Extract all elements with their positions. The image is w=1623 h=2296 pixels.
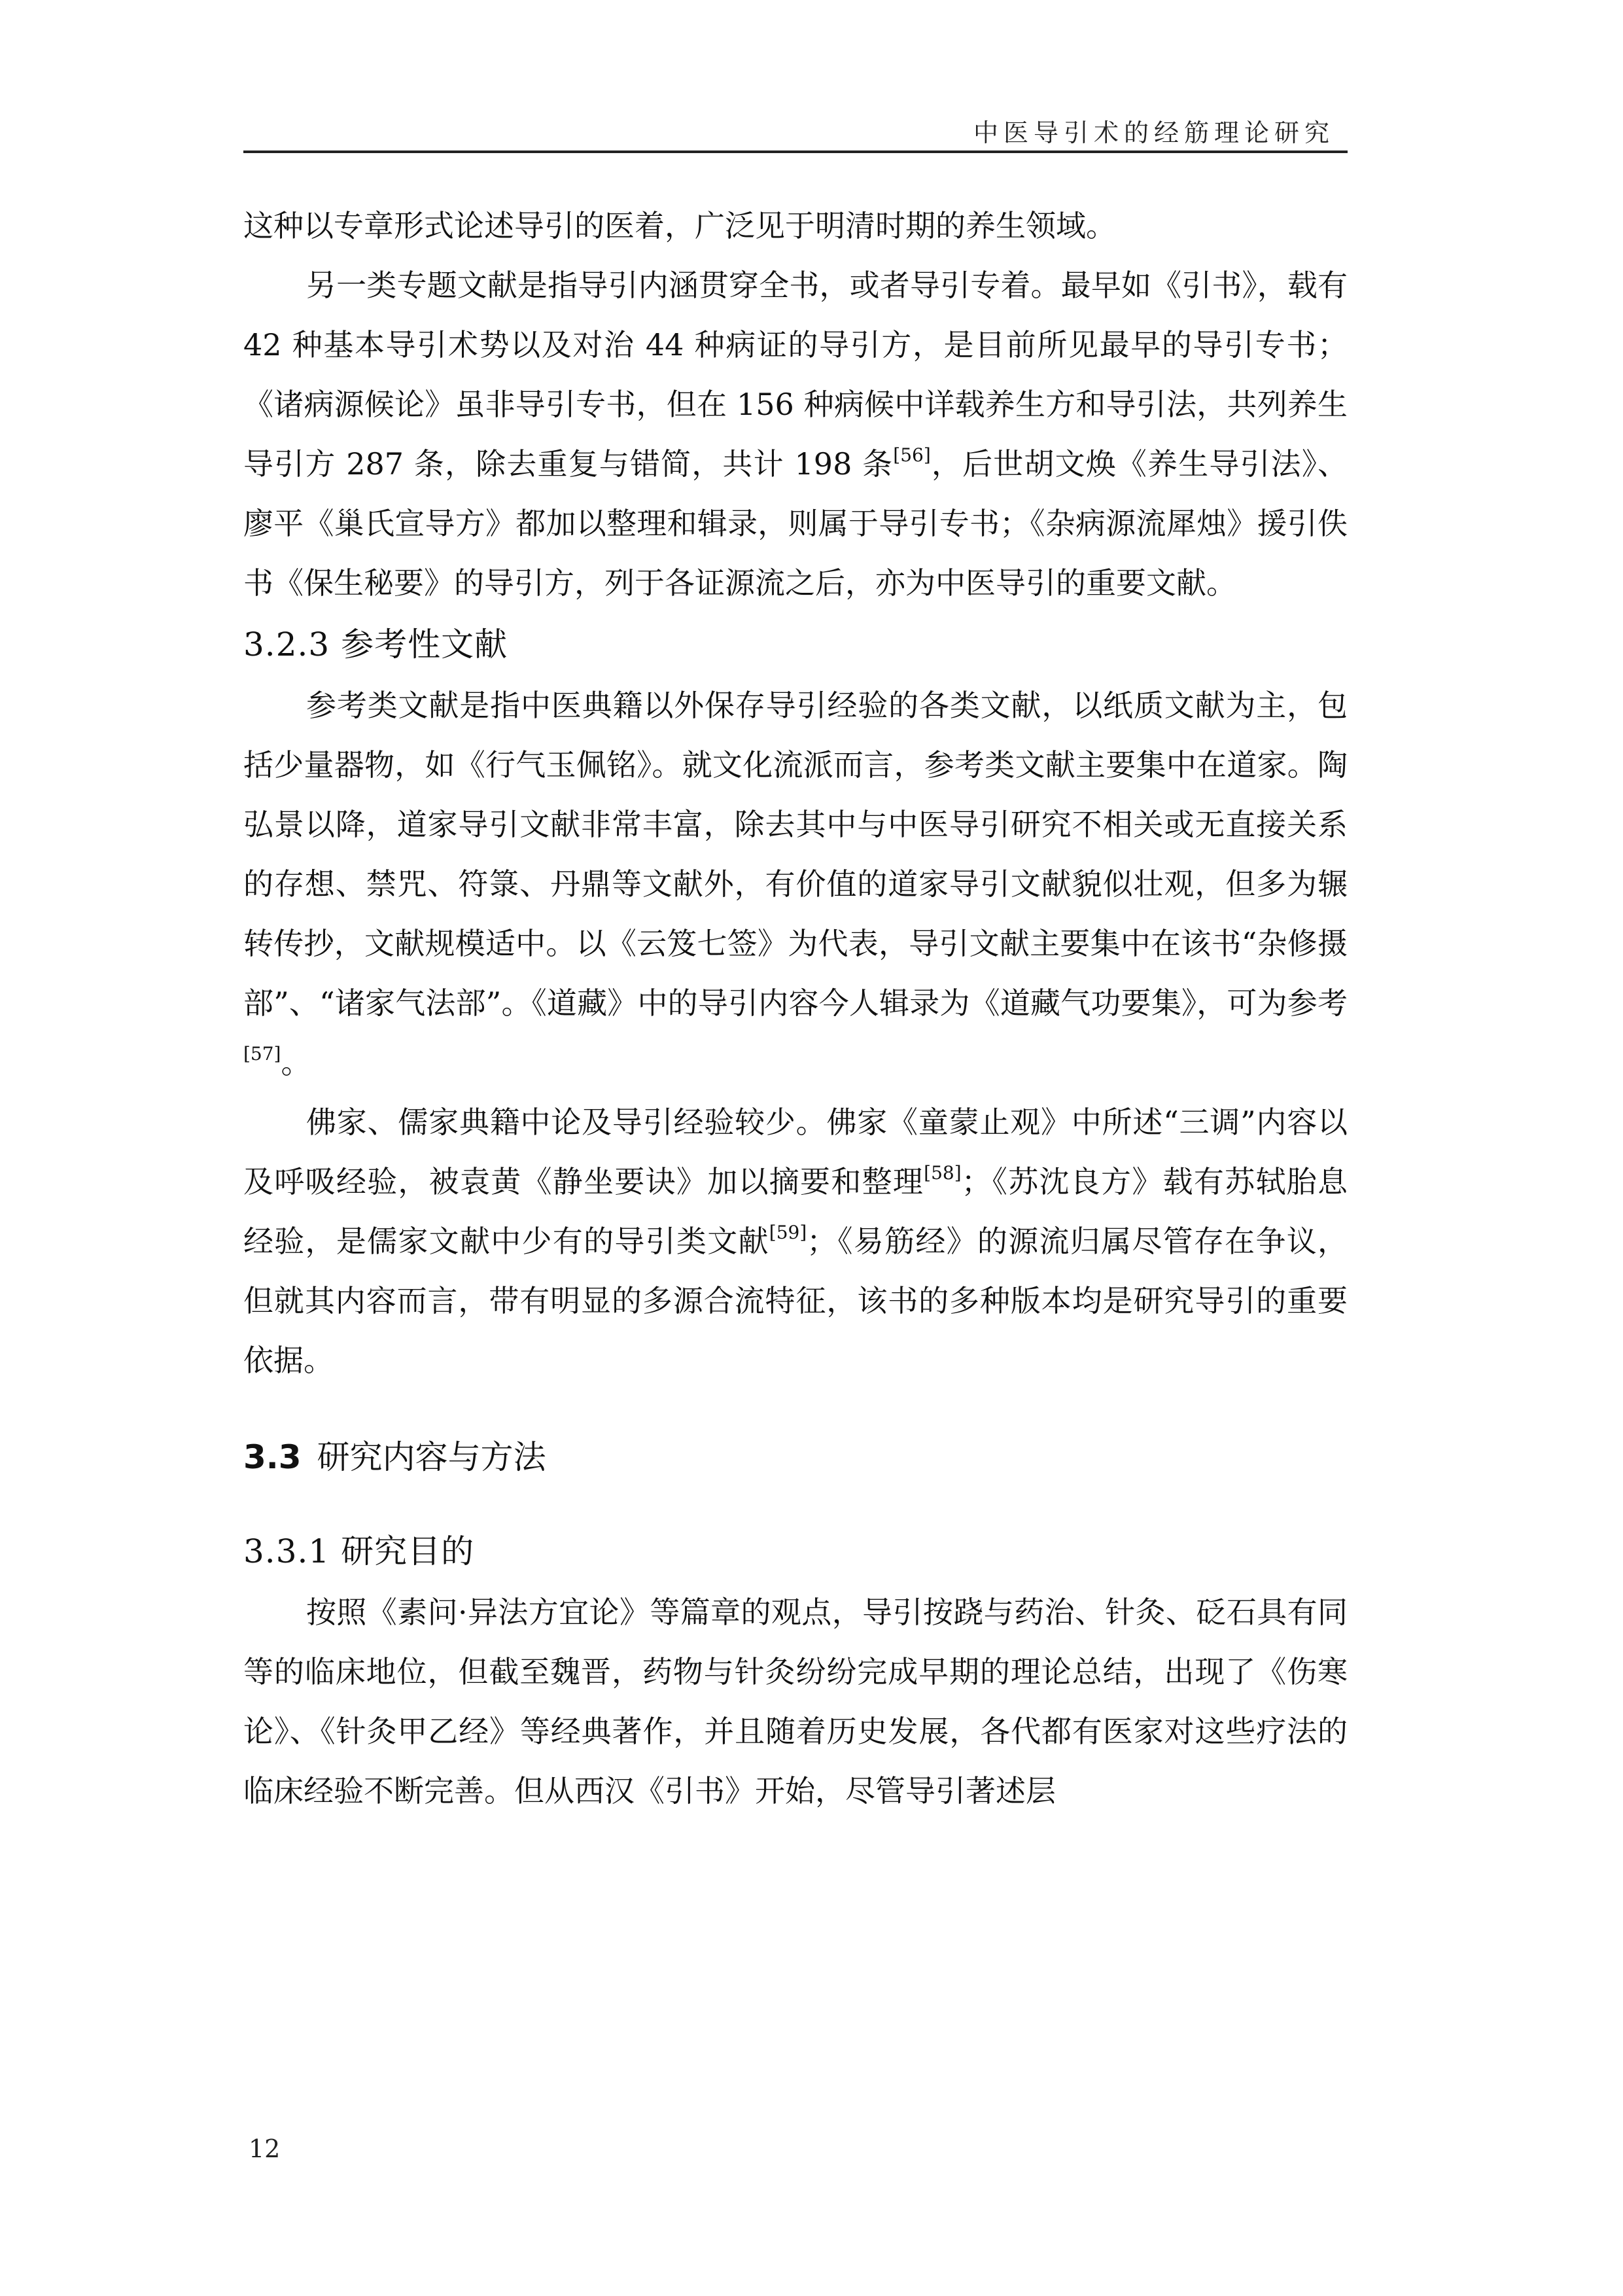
page-number: 12 bbox=[249, 2134, 281, 2163]
paragraph bbox=[243, 676, 1348, 1093]
paragraph-text: 另一类专题文献是指导引内涵贯穿全书，或者导引专着。最早如《引书》，载有 42 种基本导引术势以及对治 44 种病证的导引方，是目前所见最早的导引专书；《诸病源候论》虽非导引专书，但在 156 种病候中详载养生方和导引法，共列养生导引方 287 条，除去重复与错简，共计 198 条 bbox=[243, 268, 1348, 482]
citation-ref: [57] bbox=[243, 1042, 281, 1065]
section-title: 研究内容与方法 bbox=[317, 1438, 546, 1476]
page-body bbox=[243, 196, 1348, 1821]
section-heading-3-3 bbox=[243, 1426, 1348, 1489]
paragraph-text: 参考类文献是指中医典籍以外保存导引经验的各类文献，以纸质文献为主，包括少量器物，如《行气玉佩铭》。就文化流派而言，参考类文献主要集中在道家。陶弘景以降，道家导引文献非常丰富，除去其中与中医导引研究不相关或无直接关系的存想、禁咒、符箓、丹鼎等文献外，有价值的道家导引文献貌似壮观，但多为辗转传抄，文献规模适中。以《云笈七签》为代表，导引文献主要集中在该书“杂修摄部”、“诸家气法部”。《道藏》中的导引内容今人辑录为《道藏气功要集》，可为参考 bbox=[243, 688, 1348, 1021]
paragraph-text: 佛家、儒家典籍中论及导引经验较少。佛家《童蒙止观》中所述“三调”内容以及呼吸经验，被袁黄《静坐要诀》加以摘要和整理 bbox=[243, 1104, 1348, 1199]
citation-ref: [59] bbox=[769, 1221, 807, 1243]
running-title: 中医导引术的经筋理论研究 bbox=[973, 118, 1335, 147]
paragraph bbox=[243, 1093, 1348, 1390]
section-heading-3-3-1: 3.3.1 研究目的 bbox=[243, 1532, 475, 1570]
paragraph bbox=[243, 256, 1348, 613]
citation-ref: [56] bbox=[893, 444, 931, 466]
citation-ref: [58] bbox=[924, 1161, 962, 1184]
section-heading-3-2-3: 3.2.3 参考性文献 bbox=[243, 626, 508, 663]
section-number: 3.3 bbox=[243, 1438, 302, 1476]
paragraph-text: ；《易筋经》的源流归属尽管存在争议，但就其内容而言，带有明显的多源合流特征，该书的多种版本均是研究导引的重要依据。 bbox=[243, 1224, 1348, 1378]
paragraph: 按照《素问·异法方宜论》等篇章的观点，导引按跷与药治、针灸、砭石具有同等的临床地位，但截至魏晋，药物与针灸纷纷完成早期的理论总结，出现了《伤寒论》、《针灸甲乙经》等经典著作，并且随着历史发展，各代都有医家对这些疗法的临床经验不断完善。但从西汉《引书》开始，尽管导引著述层 bbox=[243, 1595, 1348, 1809]
paragraph: 这种以专章形式论述导引的医着，广泛见于明清时期的养生领域。 bbox=[243, 208, 1116, 243]
running-header bbox=[243, 110, 1348, 153]
paragraph-text: ；《苏沈良方》载有苏轼胎息经验，是儒家文献中少有的导引类文献 bbox=[243, 1164, 1348, 1259]
paragraph-text: 。 bbox=[281, 1045, 311, 1080]
paragraph-text: ，后世胡文焕《养生导引法》、廖平《巢氏宣导方》都加以整理和辑录，则属于导引专书；《杂病源流犀烛》援引佚书《保生秘要》的导引方，列于各证源流之后，亦为中医导引的重要文献。 bbox=[243, 446, 1348, 601]
